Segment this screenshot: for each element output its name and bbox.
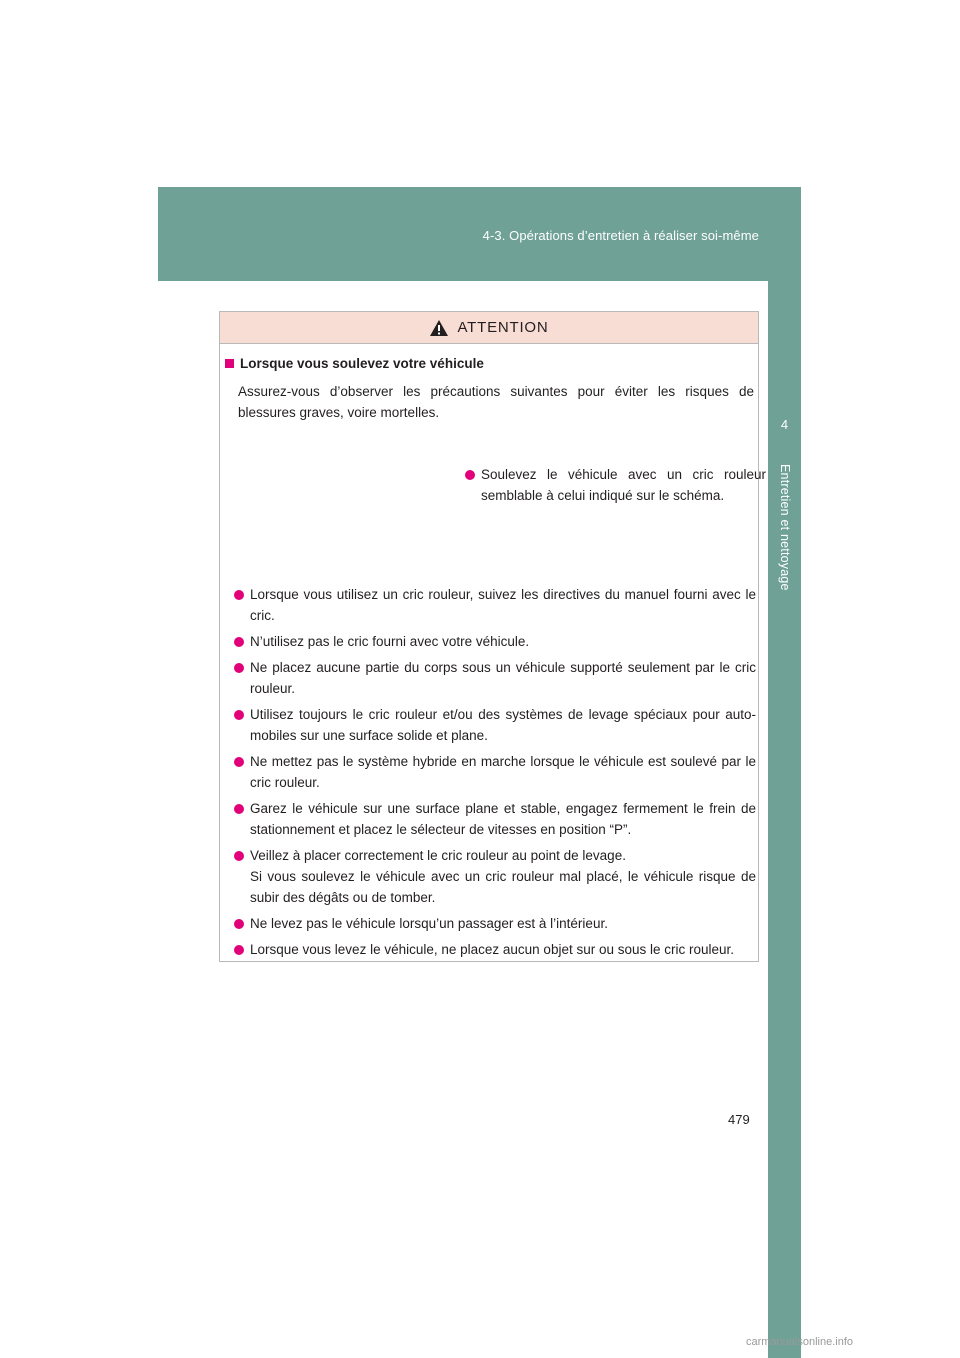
chapter-number: 4 <box>780 417 789 432</box>
bullet-dot-icon <box>234 851 244 861</box>
bullet-dot-icon <box>234 757 244 767</box>
precaution-text: Lorsque vous levez le véhicule, ne placez aucun objet sur ou sous le cric rouleur. <box>250 942 735 957</box>
precaution-list <box>234 584 756 965</box>
chapter-side-tab <box>768 281 801 1358</box>
section-title-header: 4-3. Opérations d’entretien à réaliser soi-même <box>482 228 759 243</box>
precaution-text: Si vous soulevez le véhicule avec un cric rouleur mal placé, le véhicule risque de subir des dégâts ou de tomber. <box>250 869 756 905</box>
precaution-item <box>234 704 756 746</box>
chapter-label: Entretien et nettoyage <box>778 464 792 591</box>
precaution-item <box>234 584 756 626</box>
precaution-text: Utilisez toujours le cric rouleur et/ou des systèmes de levage spéciaux pour auto- mobiles sur une surface solide et plane. <box>250 707 756 743</box>
square-bullet-icon <box>225 359 234 368</box>
bullet-dot-icon <box>234 637 244 647</box>
figure-bullet-text: Soulevez le véhicule avec un cric rouleur semblable à celui indiqué sur le schéma. <box>481 467 766 503</box>
bullet-dot-icon <box>234 945 244 955</box>
bullet-dot-icon <box>234 663 244 673</box>
bullet-dot-icon <box>234 590 244 600</box>
warning-box <box>219 311 766 962</box>
precaution-item <box>234 845 756 908</box>
warning-section-title-text: Lorsque vous soulevez votre véhicule <box>240 356 484 371</box>
precaution-item <box>234 913 756 934</box>
watermark: carmanualsonline.info <box>746 1336 854 1348</box>
precaution-text: Ne levez pas le véhicule lorsqu’un passager est à l’intérieur. <box>250 916 608 931</box>
precaution-text: Ne mettez pas le système hybride en marche lorsque le véhicule est soulevé par le cric rouleur. <box>250 754 756 790</box>
precaution-text: Veillez à placer correctement le cric rouleur au point de levage. <box>250 848 626 863</box>
precaution-text: N’utilisez pas le cric fourni avec votre véhicule. <box>250 634 530 649</box>
warning-title: ATTENTION <box>457 319 549 336</box>
warning-intro: Assurez-vous d’observer les précautions suivantes pour éviter les risques de blessures graves, voire mortelles. <box>238 384 754 420</box>
chapter-header <box>158 187 801 281</box>
bullet-dot-icon <box>234 710 244 720</box>
warning-triangle-icon <box>429 319 449 337</box>
precaution-text: Garez le véhicule sur une surface plane et stable, engagez fermement le frein de stationnement et placez le sélecteur de vitesses en position “P”. <box>250 801 756 837</box>
precaution-text: Lorsque vous utilisez un cric rouleur, suivez les directives du manuel fourni avec le cric. <box>250 587 756 623</box>
figure-bullet <box>465 464 766 506</box>
bullet-dot-icon <box>234 804 244 814</box>
precaution-item <box>234 751 756 793</box>
precaution-item <box>234 631 756 652</box>
precaution-item <box>234 939 756 960</box>
bullet-dot-icon <box>234 919 244 929</box>
page-number: 479 <box>728 1112 750 1127</box>
precaution-text: Ne placez aucune partie du corps sous un véhicule supporté seulement par le cric rouleur. <box>250 660 756 696</box>
warning-header <box>220 312 758 344</box>
bullet-dot-icon <box>465 470 475 480</box>
precaution-item <box>234 798 756 840</box>
warning-section-title <box>225 356 484 371</box>
precaution-item <box>234 657 756 699</box>
